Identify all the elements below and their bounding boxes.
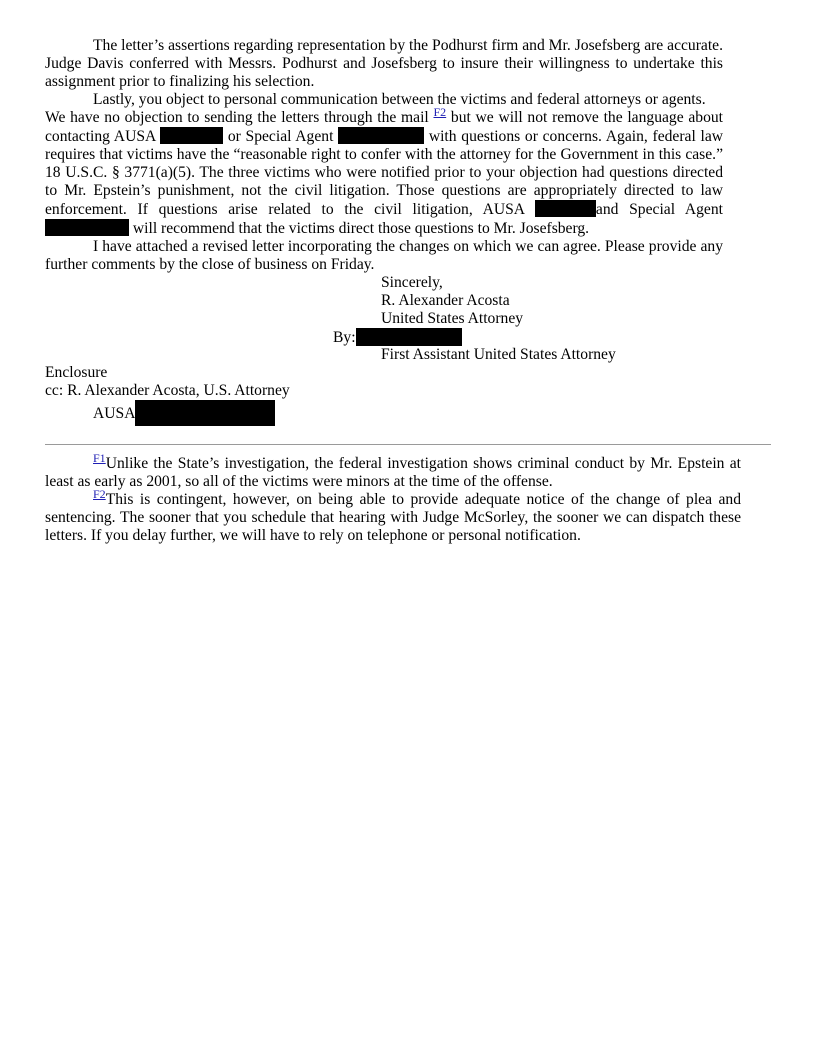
- redaction-cc-ausa-name: [135, 400, 275, 426]
- signer-title: First Assistant United States Attorney: [381, 346, 616, 363]
- redaction-agent-name: [338, 127, 424, 144]
- paragraph-text: with questions or concerns. Again, federal law requires that victims have the “reasonable right to confer with the attorney for the Government in this case.” 18 U.S.C. § 3771(a)(5). The three victims who were notified prior to your objection had questions directed to Mr. Epstein’s punishment, not the civil litigation. Those questions are appropriately directed to law enforcement. If questions arise related to the civil litigation, AUSA: [45, 128, 724, 218]
- footnote-text: Unlike the State’s investigation, the federal investigation shows criminal conduct by Mr. Epstein at least as early as 2001, so all of the victims were minors at the time of the offense.: [45, 455, 741, 490]
- redaction-agent-name: [45, 219, 129, 236]
- redaction-ausa-name: [160, 127, 223, 144]
- by-label: By:: [333, 329, 356, 346]
- footnote-divider: [45, 444, 771, 445]
- enclosure-label: Enclosure: [45, 364, 108, 381]
- cc-ausa-label: AUSA: [93, 405, 136, 422]
- footnote-f1: [45, 451, 741, 491]
- footnote-f2: [45, 487, 741, 545]
- paragraph-text: and Special Agent: [595, 201, 723, 218]
- footnote-text: This is contingent, however, on being able to provide adequate notice of the change of plea and sentencing. The sooner that you schedule that hearing with Judge McSorley, the sooner we can dispatch these letters. If you delay further, we will have to rely on telephone or personal notification.: [45, 491, 741, 544]
- signature-by-row: [45, 328, 723, 346]
- signature-closing: Sincerely,: [381, 274, 443, 291]
- redaction-signer-name: [356, 328, 462, 346]
- cc-ausa-line: [45, 400, 723, 426]
- signature-title: United States Attorney: [381, 310, 524, 327]
- paragraph-text: We have no objection to sending the letters through the mail: [45, 109, 434, 126]
- letter-page: [45, 37, 723, 426]
- paragraph-text: will recommend that the victims direct those questions to Mr. Josefsberg.: [129, 220, 590, 237]
- paragraph-text: but we will not remove the language about contacting AUSA: [45, 109, 723, 145]
- footnote-ref-f2[interactable]: F2: [433, 105, 447, 119]
- footnote-label-f1[interactable]: F1: [93, 451, 106, 465]
- paragraph-communication: [45, 105, 724, 238]
- cc-line: cc: R. Alexander Acosta, U.S. Attorney: [45, 382, 290, 399]
- footnote-label-f2[interactable]: F2: [93, 487, 106, 501]
- redaction-ausa-name: [535, 200, 596, 217]
- paragraph-representation: The letter’s assertions regarding representation by the Podhurst firm and Mr. Josefsberg are accurate. Judge Davis conferred with Messrs. Podhurst and Josefsberg to insure their willingness to undertake this assignment prior to finalizing his selection.: [45, 37, 723, 90]
- paragraph-revised-letter: I have attached a revised letter incorporating the changes on which we can agree. Please provide any further comments by the close of business on Friday.: [45, 238, 723, 273]
- paragraph-communication-intro: Lastly, you object to personal communication between the victims and federal attorneys or agents.: [93, 91, 706, 108]
- footnotes: [45, 451, 741, 545]
- paragraph-text: or Special Agent: [223, 128, 339, 145]
- signature-name: R. Alexander Acosta: [381, 292, 510, 309]
